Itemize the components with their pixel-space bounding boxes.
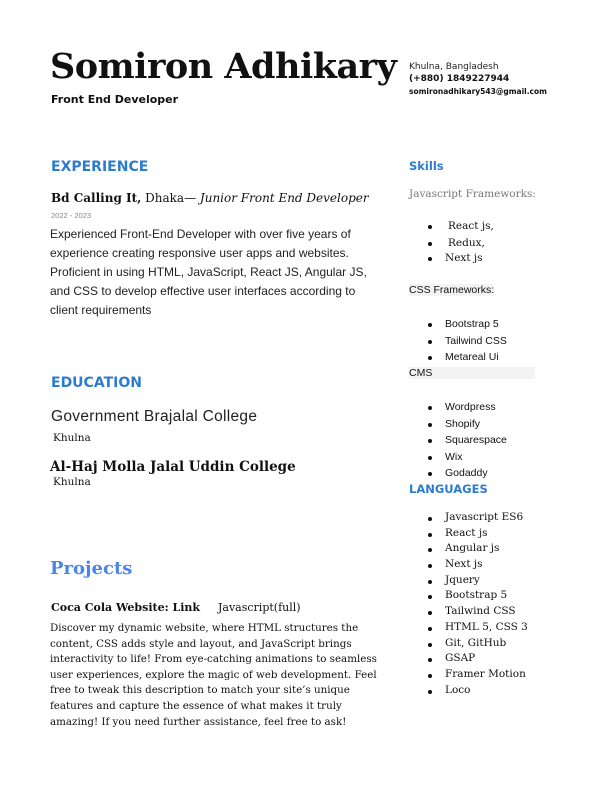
list-item: Shopify [409,416,507,433]
languages-heading: LANGUAGES [409,482,488,496]
list-item: React js, [409,218,494,235]
list-item: React js [409,526,528,542]
list-item: Framer Motion [409,667,528,683]
list-item: Tailwind CSS [409,333,507,350]
school-name: Government Brajalal College [51,408,258,425]
project-tech: Javascript(full) [218,601,301,614]
list-item: HTML 5, CSS 3 [409,620,528,636]
list-item: Javascript ES6 [409,510,528,526]
list-item: Squarespace [409,432,507,449]
js-frameworks-label: Javascript Frameworks: [409,188,536,200]
school-location: Khulna [53,476,91,488]
list-item: Redux, [409,235,494,251]
list-item: Next js [409,557,528,573]
candidate-name: Somiron Adhikary [50,46,397,87]
city: Dhaka— [141,191,197,205]
candidate-role: Front End Developer [51,93,179,106]
school-name: Al-Haj Molla Jalal Uddin College [50,459,296,475]
skills-heading: Skills [409,159,444,173]
cms-label: CMS [409,367,535,379]
project-title-row [51,601,301,614]
list-item: Metareal Ui [409,349,507,366]
job-title: Junior Front End Developer [196,191,369,205]
list-item: Wordpress [409,399,507,416]
experience-description: Experienced Front-End Developer with over five years of experience creating responsive user apps and websites. Proficient in using HTML, JavaScript, React JS, Angular JS, and CSS to develop effective user interfaces according to client requirements [50,227,367,317]
list-item: Bootstrap 5 [409,588,528,604]
list-item: Loco [409,683,528,699]
list-item: Git, GitHub [409,636,528,652]
education-heading: EDUCATION [51,375,142,391]
location: Khulna, Bangladesh [409,62,499,72]
experience-dates: 2022 - 2023 [51,211,92,220]
project-description: Discover my dynamic website, where HTML structures the content, CSS adds style and layout, and JavaScript brings interactivity to life! From eye-catching animations to seamless user experiences, explore the magic of web development. Feel free to tweak this description to match your site’s unique features and capture the essence of what makes it truly amazing! If you need further assistance, feel free to ask! [50,622,377,728]
list-item: GSAP [409,651,528,667]
projects-heading: Projects [50,558,133,579]
js-frameworks-list [409,218,494,267]
experience-heading: EXPERIENCE [51,159,149,175]
company: Bd Calling It, [51,191,142,205]
phone: (+880) 1849227944 [409,74,510,84]
languages-list [409,510,528,698]
cms-list [409,399,507,482]
list-item: Wix [409,449,507,466]
project-title-link[interactable]: Coca Cola Website: Link [51,601,200,614]
email: somironadhikary543@gmail.com [409,87,547,96]
list-item: Next js [409,250,494,267]
list-item: Bootstrap 5 [409,316,507,333]
css-frameworks-label: CSS Frameworks: [409,284,495,296]
experience-entry-title [51,191,369,205]
css-frameworks-list [409,316,507,366]
list-item: Jquery [409,573,528,589]
list-item: Tailwind CSS [409,604,528,620]
list-item: Godaddy [409,465,507,482]
school-location: Khulna [53,432,91,444]
list-item: Angular js [409,541,528,557]
